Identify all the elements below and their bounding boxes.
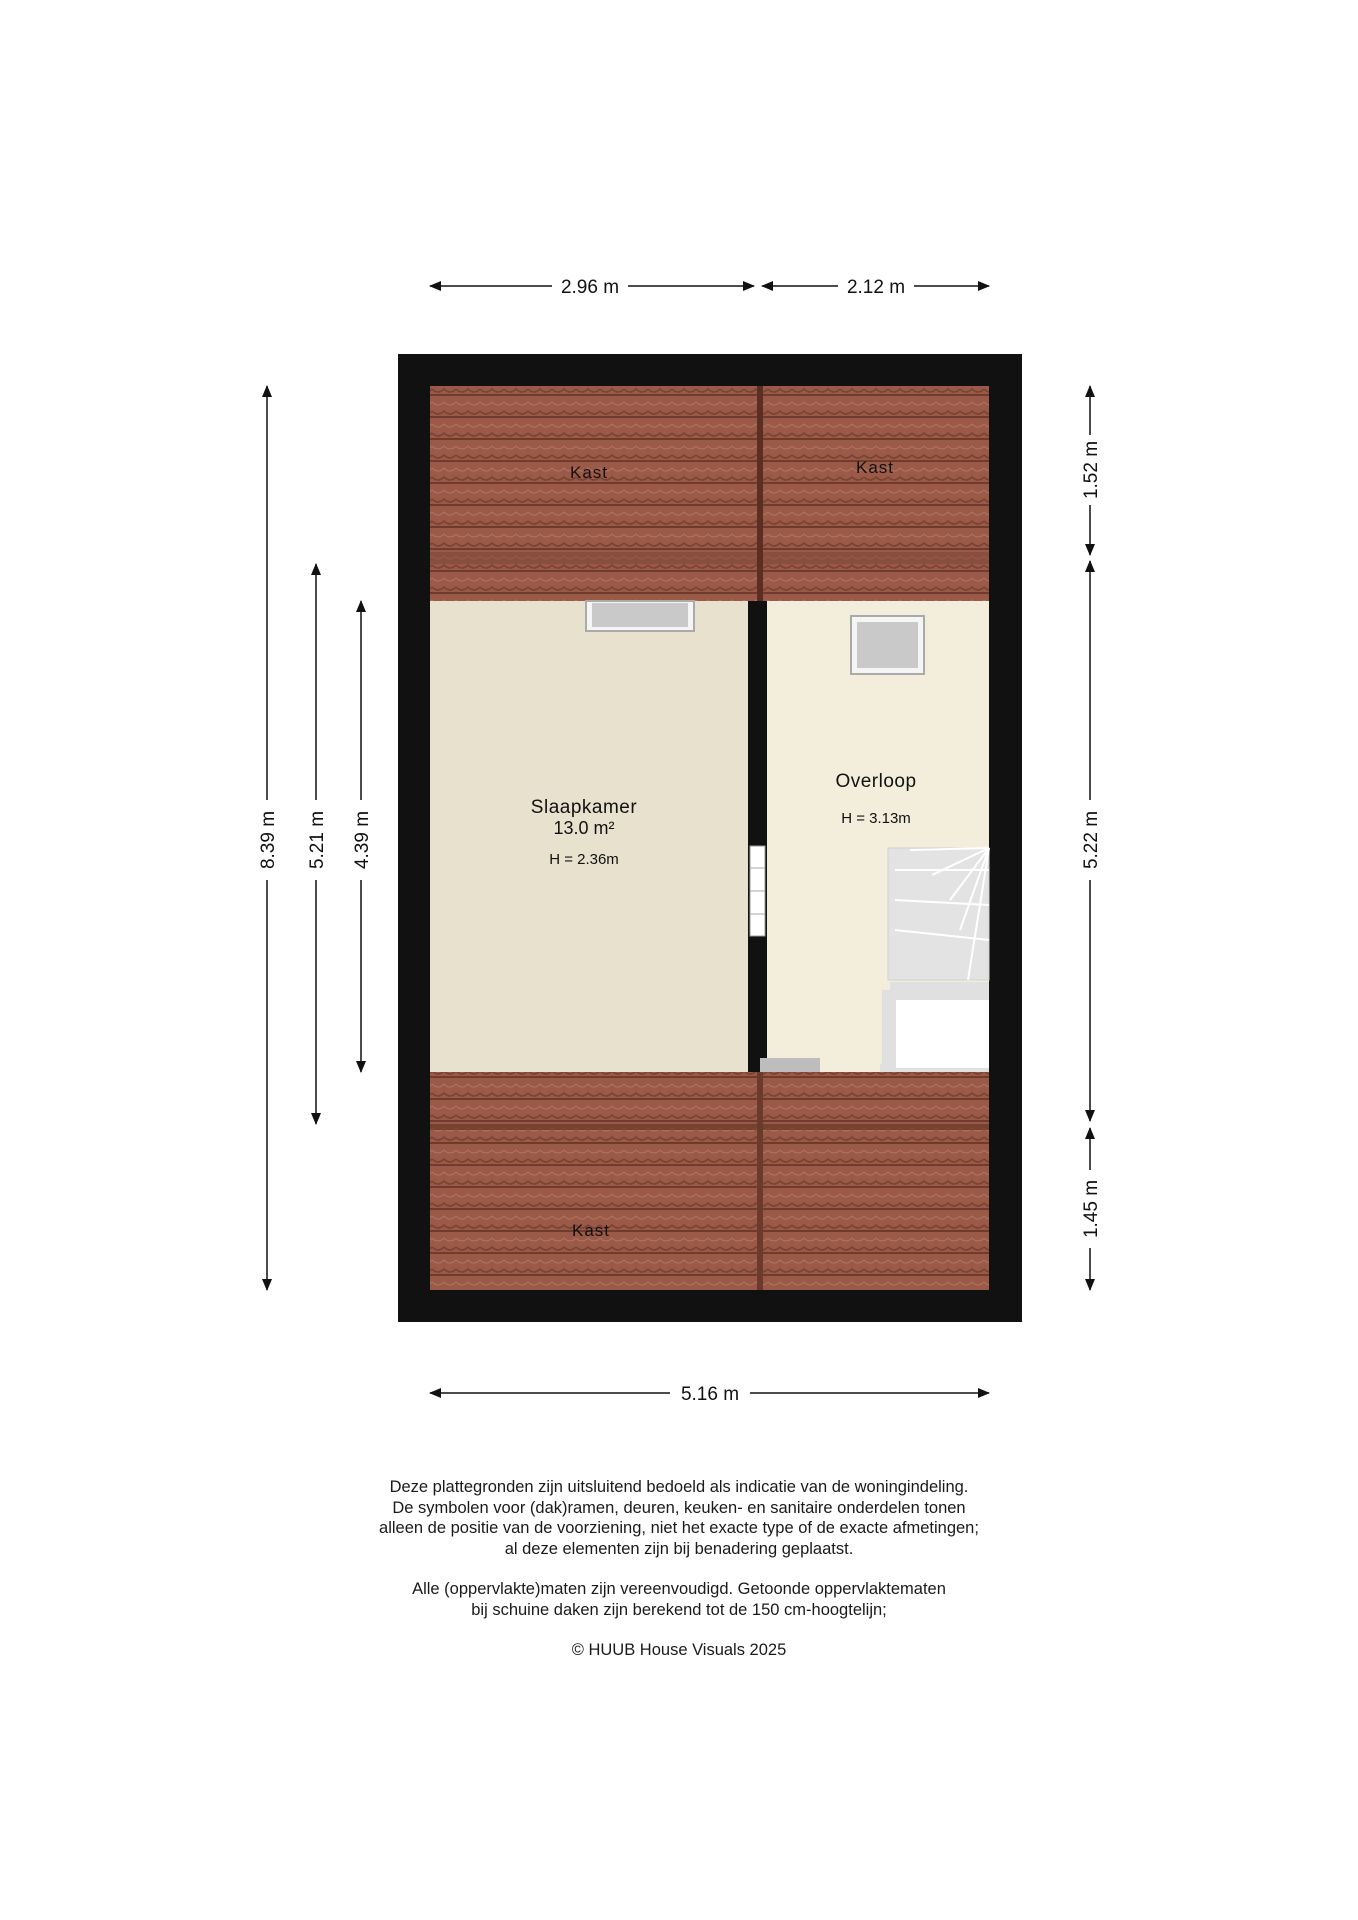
skylight-overloop (851, 616, 924, 674)
disclaimer-spacer (329, 1620, 1029, 1640)
kast-top-right-label: Kast (855, 458, 895, 477)
slaapkamer-height: H = 2.36m (549, 851, 619, 868)
slope-line-top (430, 552, 989, 564)
disclaimer-line: De symbolen voor (dak)ramen, deuren, keuken- en sanitaire onderdelen tonen (392, 1498, 966, 1517)
slaapkamer-label: Slaapkamer (530, 797, 638, 818)
dimension-bottom (430, 1384, 989, 1405)
roof-divider-bottom (757, 1072, 763, 1290)
dimension-top-right-label: 2.12 m (846, 277, 906, 298)
disclaimer-line: bij schuine daken zijn berekend tot de 150 cm-hoogtelijn; (471, 1600, 887, 1619)
roof-divider (757, 386, 763, 601)
dimension-left-total (258, 386, 279, 1290)
dimension-top-right (762, 277, 989, 298)
dimension-right-bottom (1081, 1128, 1102, 1290)
dimension-right-bottom-label: 1.45 m (1081, 1179, 1102, 1239)
dimension-left-inner-label: 4.39 m (352, 810, 373, 870)
skylight-slaapkamer (586, 601, 694, 631)
dimension-top-left-label: 2.96 m (560, 277, 620, 298)
slope-line-bottom (430, 1124, 989, 1130)
dimension-right-middle-label: 5.22 m (1081, 810, 1102, 870)
disclaimer-line: Alle (oppervlakte)maten zijn vereenvoudigd. Getoonde oppervlaktematen (412, 1580, 946, 1598)
kast-top-left-area (430, 386, 758, 601)
dimension-right-middle (1081, 561, 1102, 1121)
disclaimer-spacer (329, 1559, 1029, 1579)
dimension-left-total-label: 8.39 m (258, 810, 279, 870)
interior-wall (748, 601, 767, 1072)
disclaimer-line: alleen de positie van de voorziening, niet het exacte type of de exacte afmetingen; (379, 1519, 979, 1537)
dimension-left-middle (307, 564, 328, 1124)
copyright: © HUUB House Visuals 2025 (571, 1641, 787, 1659)
dimension-left-middle-label: 5.21 m (307, 810, 328, 870)
kast-bottom-area (430, 1072, 989, 1290)
door-slaapkamer[interactable] (750, 846, 765, 936)
dimension-bottom-label: 5.16 m (680, 1384, 740, 1405)
dimension-top-left (430, 277, 754, 298)
overloop-height: H = 3.13m (841, 810, 911, 827)
dimension-right-top (1081, 386, 1102, 555)
disclaimer-line: al deze elementen zijn bij benadering geplaatst. (504, 1539, 854, 1558)
overloop-label: Overloop (835, 771, 917, 792)
disclaimer (329, 1477, 1029, 1661)
kast-bottom-label: Kast (571, 1221, 611, 1240)
disclaimer-line: Deze plattegronden zijn uitsluitend bedoeld als indicatie van de woningindeling. (389, 1478, 969, 1496)
slaapkamer-area: 13.0 m² (553, 818, 615, 838)
dimension-left-inner (352, 601, 373, 1072)
kast-top-right-area (762, 386, 989, 601)
dimension-right-top-label: 1.52 m (1081, 440, 1102, 500)
kast-top-left-label: Kast (569, 463, 609, 482)
